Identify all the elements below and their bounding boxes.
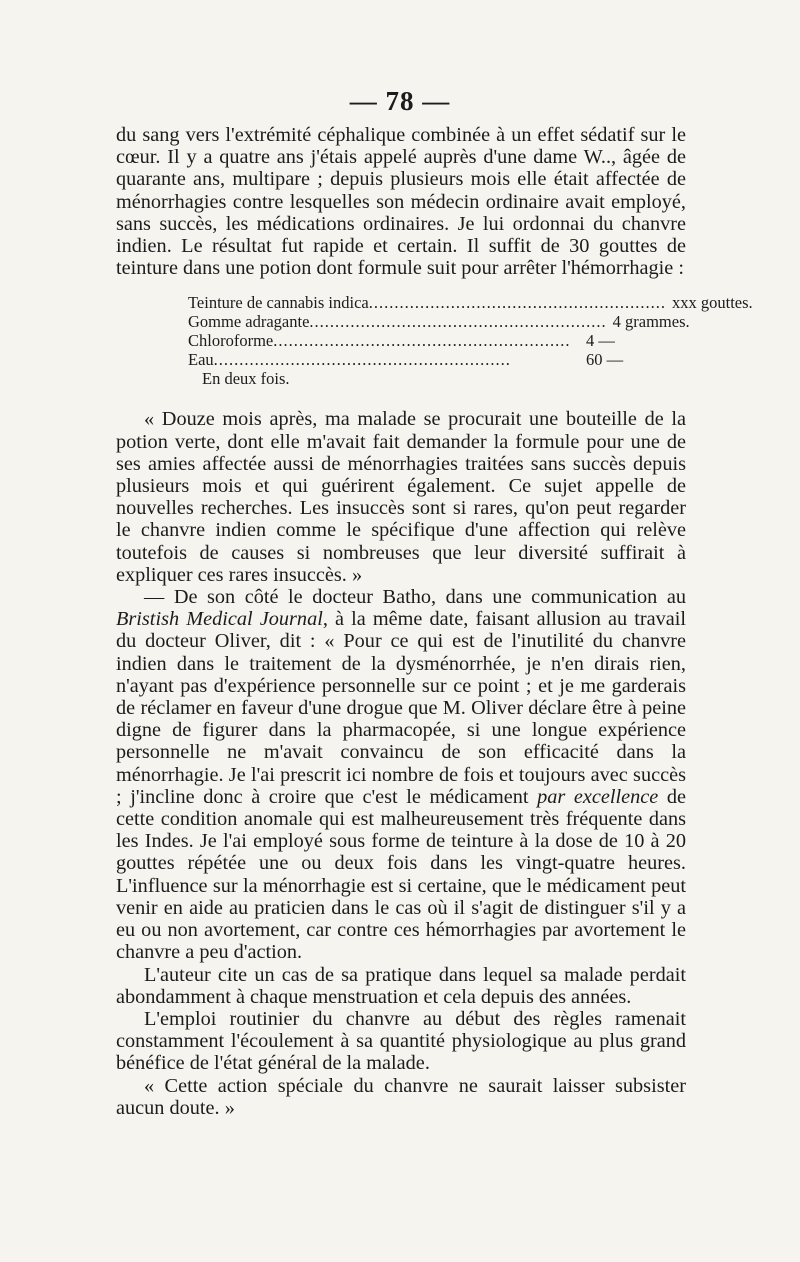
formula-quantity: xxx gouttes. <box>671 293 753 313</box>
formula-row <box>116 312 690 332</box>
formula-quantity: 4 — <box>586 331 615 351</box>
formula-row <box>116 293 753 313</box>
paragraph-3-middle: , à la même date, faisant allusion au travail du docteur Oliver, dit : « Pour ce qui est de l'inutilité du chanvre indien dans le traitement de la dysménorrhée, je n'en dirais rien, n'ayant pas d'expérience personnelle sur ce point ; et je me garderais de réclamer en faveur d'une drogue que M. Oliver déclare être à peine digne de figurer dans la pharmacopée, si une longue expérience personnelle ne m'avait convaincu de son efficacité dans la ménorrhagie. Je l'ai prescrit ici nombre de fois et toujours avec succès ; j'incline donc à croire que c'est le médicament <box>116 608 686 808</box>
paragraph-1: du sang vers l'extrémité céphalique combinée à un effet sédatif sur le cœur. Il y a quatre ans j'étais appelé auprès d'une dame W.., âgée de quarante ans, multipare ; depuis plusieurs mois elle était affectée de ménorrhagies contre lesquelles son médecin ordinaire avait employé, sans succès, les médications ordinaires. Je lui ordonnai du chanvre indien. Le résultat fut rapide et certain. Il suffit de 30 gouttes de teinture dans une potion dont formule suit pour arrêter l'hémorrhagie : <box>116 124 686 280</box>
paragraph-5: L'emploi routinier du chanvre au début des règles ramenait constamment l'écoulement à sa quantité physiologique au plus grand bénéfice de l'état général de la malade. <box>116 1007 686 1075</box>
formula-ingredient: Chloroforme <box>188 331 274 351</box>
formula-table <box>116 293 753 389</box>
formula-leader: .......................................................... <box>273 331 571 351</box>
paragraph-3 <box>116 586 686 963</box>
paragraph-3-end: de cette condition anomale qui est malheureusement très fréquente dans les Indes. Je l'ai employé sous forme de teinture à la dose de 10 à 20 gouttes répétée une ou deux fois dans les vingt-quatre heures. L'influence sur la ménorrhagie est si certaine, que le médicament peut venir en aide au praticien dans le cas où il s'agit de distinguer s'il y a eu ou non avortement, car contre ces hémorrhagies par avortement le chanvre a peu d'action. <box>116 785 687 964</box>
emphasis-phrase: par excellence <box>537 785 659 808</box>
page-number: — 78 — <box>349 86 451 116</box>
formula-row <box>116 350 686 369</box>
page-body <box>116 124 753 1119</box>
formula-quantity: 60 — <box>586 350 624 370</box>
paragraph-3-start: — De son côté le docteur Batho, dans une communication au <box>144 586 686 609</box>
formula-row <box>116 331 686 350</box>
formula-leader: .......................................................... <box>213 350 511 370</box>
formula-ingredient: Eau <box>188 350 214 370</box>
paragraph-2: « Douze mois après, ma malade se procurait une bouteille de la potion verte, dont elle m'avait fait demander la formule pour une de ses amies affectée aussi de ménorrhagies traitées sans succès depuis plusieurs mois et qui guérirent également. Ce sujet appelle de nouvelles recherches. Les insuccès sont si rares, qu'on peut regarder le chanvre indien comme le spécifique d'une affection qui relève toutefois de causes si nombreuses que leur diversité suffirait à expliquer ces rares insuccès. » <box>116 408 686 586</box>
formula-quantity: 4 grammes. <box>612 312 690 332</box>
paragraph-6: « Cette action spéciale du chanvre ne saurait laisser subsister aucun doute. » <box>116 1074 686 1119</box>
formula-leader: .......................................................... <box>309 312 607 332</box>
formula-ingredient: Gomme adragante <box>188 312 310 332</box>
formula-leader: .......................................................... <box>368 293 666 313</box>
paragraph-4: L'auteur cite un cas de sa pratique dans lequel sa malade perdait abondamment à chaque menstruation et cela depuis des années. <box>116 963 686 1008</box>
formula-note: En deux fois. <box>202 369 290 389</box>
formula-ingredient: Teinture de cannabis indica <box>188 293 369 313</box>
journal-title: Bristish Medical Journal <box>116 608 323 631</box>
